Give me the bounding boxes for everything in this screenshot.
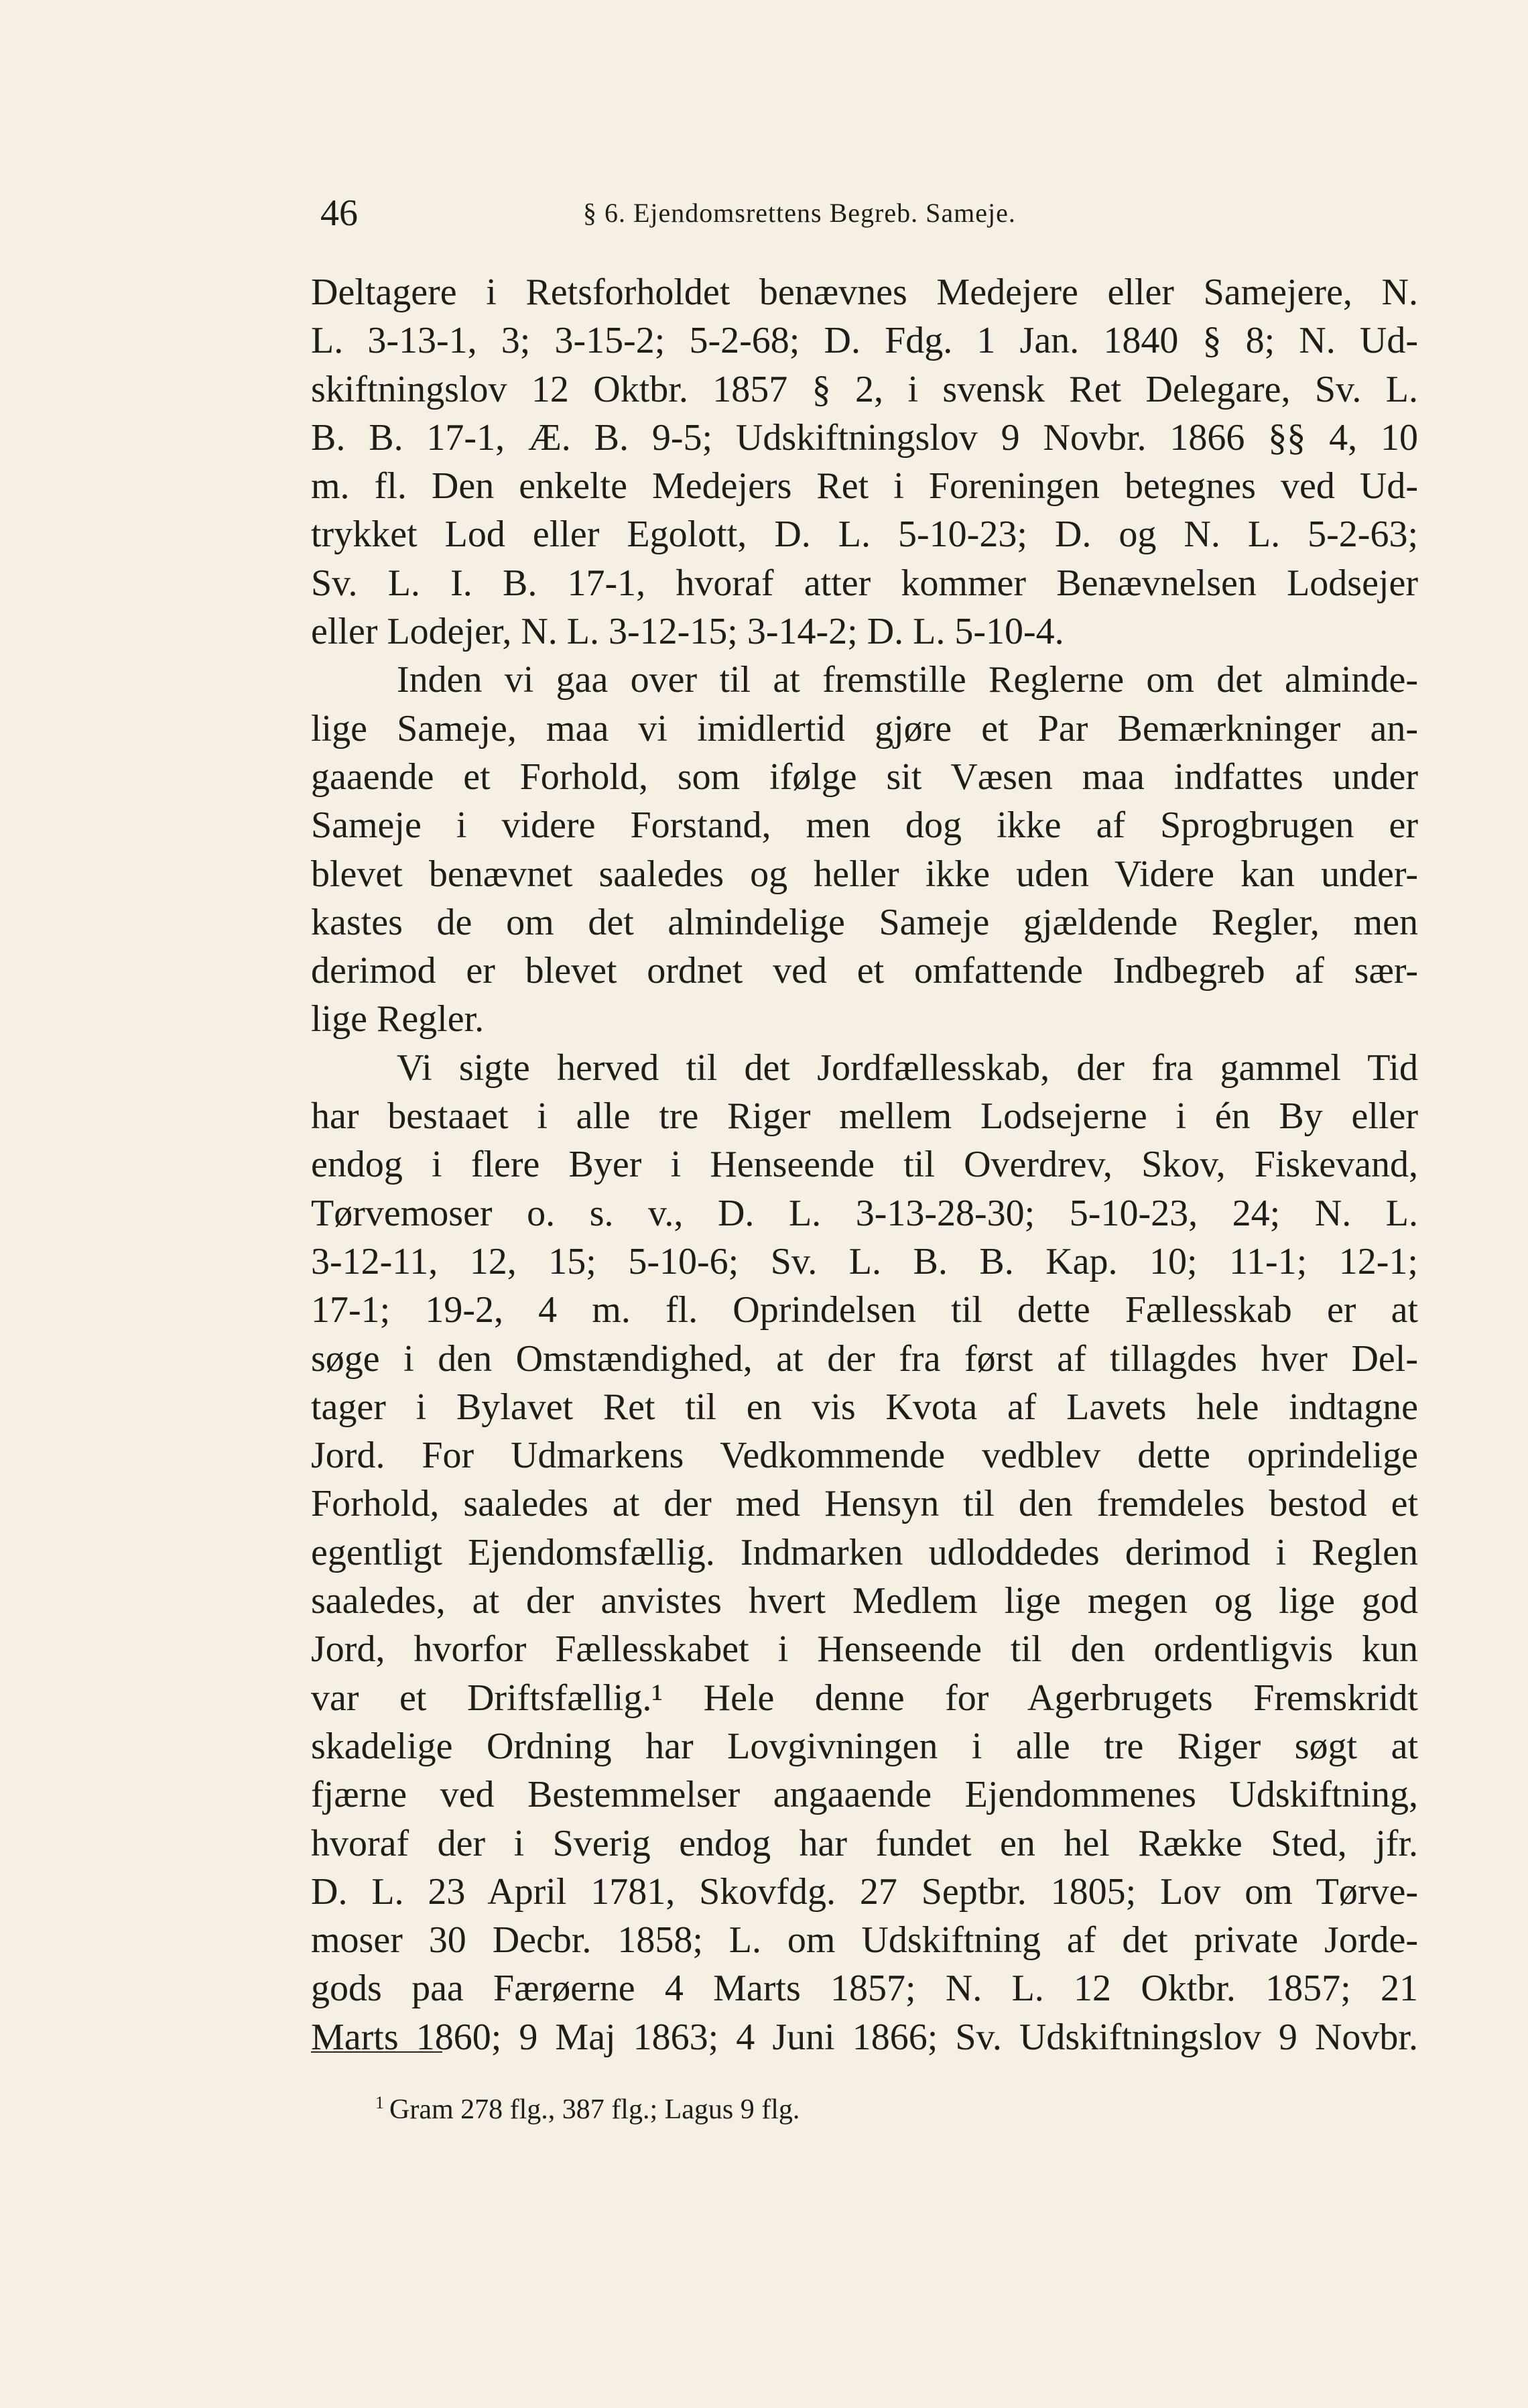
text-line: lige Regler. [311, 998, 485, 1040]
text-line: Sameje i videre Forstand, men dog ikke af Sprogbrugen er [311, 804, 1418, 847]
text-line: egentligt Ejendomsfællig. Indmarken udloddedes derimod i Reglen [311, 1531, 1418, 1573]
text-line: eller Lodejer, N. L. 3-12-15; 3-14-2; D. L. 5-10-4. [311, 611, 1064, 653]
text-line: lige Sameje, maa vi imidlertid gjøre et Par Bemærkninger an- [311, 707, 1418, 749]
text-line: har bestaaet i alle tre Riger mellem Lodsejerne i én By eller [311, 1095, 1418, 1138]
text-line: Jord, hvorfor Fællesskabet i Henseende til den ordentligvis kun [311, 1628, 1418, 1671]
text-line: saaledes, at der anvistes hvert Medlem lige megen og lige god [311, 1580, 1418, 1622]
text-line: Sv. L. I. B. 17-1, hvoraf atter kommer Benævnelsen Lodsejer [311, 562, 1418, 604]
footnote-rule [311, 2051, 442, 2053]
body-text [311, 268, 1418, 2061]
text-line: hvoraf der i Sverig endog har fundet en hel Række Sted, jfr. [311, 1822, 1418, 1864]
paragraph-start-line: Vi sigte herved til det Jordfællesskab, der fra gammel Tid [397, 1046, 1418, 1089]
text-line: trykket Lod eller Egolott, D. L. 5-10-23; D. og N. L. 5-2-63; [311, 514, 1418, 556]
paragraph-start-line: Inden vi gaa over til at fremstille Reglerne om det alminde- [397, 659, 1418, 701]
text-line: moser 30 Decbr. 1858; L. om Udskiftning af det private Jorde- [311, 1919, 1418, 1962]
text-line: kastes de om det almindelige Sameje gjældende Regler, men [311, 901, 1418, 943]
text-line: gods paa Færøerne 4 Marts 1857; N. L. 12 Oktbr. 1857; 21 [311, 1968, 1418, 2010]
footnote-marker: 1 [375, 2093, 384, 2112]
footnote-text: Gram 278 flg., 387 flg.; Lagus 9 flg. [389, 2094, 800, 2125]
text-line: Jord. For Udmarkens Vedkommende vedblev dette oprindelige [311, 1435, 1418, 1477]
text-line: 3-12-11, 12, 15; 5-10-6; Sv. L. B. B. Kap. 10; 11-1; 12-1; [311, 1240, 1418, 1282]
text-line: Tørvemoser o. s. v., D. L. 3-13-28-30; 5-10-23, 24; N. L. [311, 1192, 1418, 1234]
text-line: Marts 1860; 9 Maj 1863; 4 Juni 1866; Sv. Udskiftningslov 9 Novbr. [311, 2016, 1418, 2058]
text-line: blevet benævnet saaledes og heller ikke uden Videre kan under- [311, 853, 1418, 895]
text-line: skiftningslov 12 Oktbr. 1857 § 2, i svensk Ret Delegare, Sv. L. [311, 368, 1418, 410]
text-line: D. L. 23 April 1781, Skovfdg. 27 Septbr. 1805; Lov om Tørve- [311, 1870, 1418, 1913]
text-line: søge i den Omstændighed, at der fra først af tillagdes hver Del- [311, 1337, 1418, 1380]
text-line: Forhold, saaledes at der med Hensyn til den fremdeles bestod et [311, 1483, 1418, 1525]
text-line: 17-1; 19-2, 4 m. fl. Oprindelsen til dette Fællesskab er at [311, 1289, 1418, 1331]
text-line: Deltagere i Retsforholdet benævnes Medejere eller Samejere, N. [311, 272, 1418, 313]
text-line: L. 3-13-1, 3; 3-15-2; 5-2-68; D. Fdg. 1 Jan. 1840 § 8; N. Ud- [311, 320, 1418, 362]
running-head: § 6. Ejendomsrettens Begreb. Sameje. [583, 198, 1016, 228]
text-line: B. B. 17-1, Æ. B. 9-5; Udskiftningslov 9 Novbr. 1866 §§ 4, 10 [311, 416, 1418, 459]
text-line: tager i Bylavet Ret til en vis Kvota af Lavets hele indtagne [311, 1386, 1418, 1428]
text-line: m. fl. Den enkelte Medejers Ret i Foreningen betegnes ved Ud- [311, 465, 1418, 507]
text-line: var et Driftsfællig.¹ Hele denne for Agerbrugets Fremskridt [311, 1677, 1418, 1719]
text-line: fjærne ved Bestemmelser angaaende Ejendommenes Udskiftning, [311, 1774, 1418, 1816]
text-line: derimod er blevet ordnet ved et omfattende Indbegreb af sær- [311, 950, 1418, 992]
text-line: endog i flere Byer i Henseende til Overdrev, Skov, Fiskevand, [311, 1144, 1418, 1186]
text-line: gaaende et Forhold, som ifølge sit Væsen maa indfattes under [311, 756, 1418, 798]
page-header [320, 192, 1413, 245]
text-line: skadelige Ordning har Lovgivningen i alle tre Riger søgt at [311, 1725, 1418, 1767]
page-number: 46 [320, 192, 358, 234]
footnote [375, 2093, 800, 2126]
